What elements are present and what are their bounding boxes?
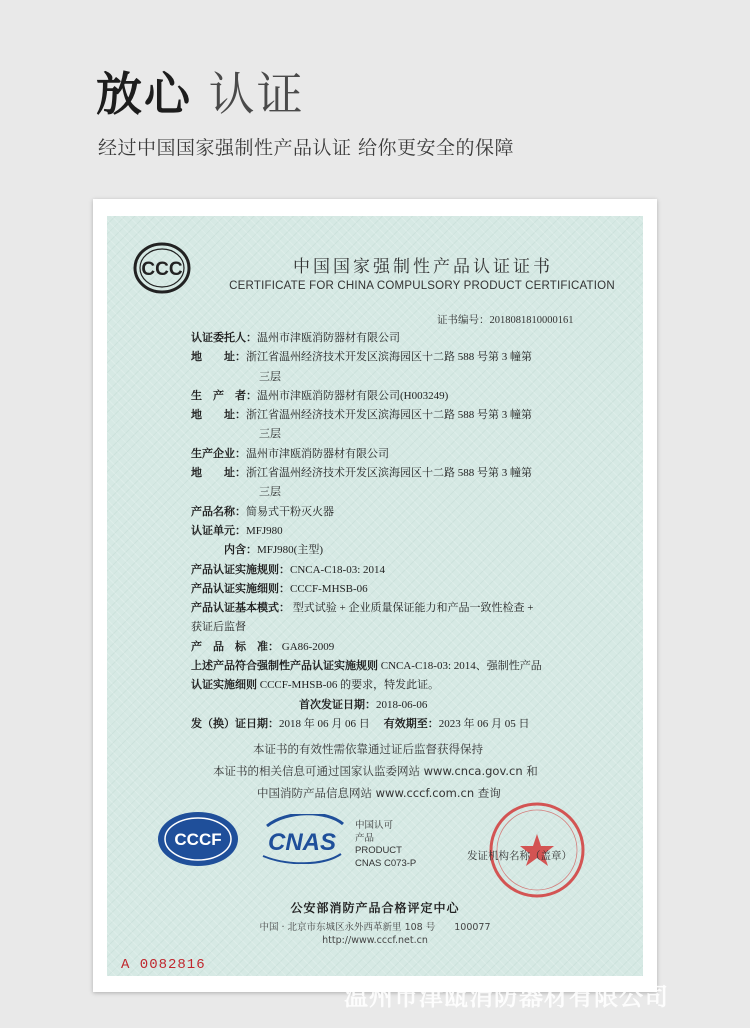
field-label: 发（换）证日期： [191, 717, 279, 730]
cnas-line: 中国认可 [355, 820, 394, 831]
notice-line-1: 本证书的有效性需依靠通过证后监督获得保持 [253, 742, 483, 756]
field-label: 生 产 者： [191, 389, 257, 402]
field-value: CNCA-C18-03: 2014、强制性产品 [378, 660, 542, 673]
certificate-title-en: CERTIFICATE FOR CHINA COMPULSORY PRODUCT CERTIFICATION [229, 280, 615, 292]
serial-number: A 0082816 [121, 957, 206, 973]
field-label: 生产企业： [191, 447, 246, 460]
certificate-field-row [191, 425, 621, 444]
issuer-website: http://www.cccf.net.cn [322, 935, 428, 946]
cnas-logo-icon [257, 814, 347, 864]
field-value: 简易式干粉灭火器 [246, 505, 334, 518]
field-label: 地 址： [191, 467, 246, 480]
field-value: CCCF-MHSB-06 的要求，特发此证。 [257, 679, 440, 692]
certificate-field-row [191, 715, 621, 734]
cnas-accreditation-text [355, 820, 416, 870]
certificate-field-row [191, 387, 621, 406]
certificate-field-row [191, 348, 621, 367]
field-value: 2018 年 06 月 06 日 [279, 717, 370, 730]
issuing-organization: 公安部消防产品合格评定中心 [290, 901, 460, 915]
field-value: 型式试验 + 企业质量保证能力和产品一致性检查 + [290, 602, 534, 615]
certificate [107, 216, 643, 976]
certificate-field-row [191, 368, 621, 387]
cnas-line: CNAS C073-P [355, 857, 417, 869]
field-value: MFJ980(主型) [257, 544, 324, 557]
page-subtitle: 经过中国国家强制性产品认证 给你更安全的保障 [98, 137, 515, 159]
certificate-field-row [191, 561, 621, 580]
certificate-field-row [191, 618, 621, 637]
field-label: 认证委托人： [191, 332, 257, 344]
company-watermark: 温州市津瓯消防器材有限公司 [344, 983, 669, 1011]
field-label: 内含： [191, 544, 257, 557]
field-value: 浙江省温州经济技术开发区滨海园区十二路 588 号第 3 幢第 [246, 351, 532, 364]
field-value: CNCA-C18-03: 2014 [290, 563, 386, 576]
notice-line-2: 本证书的相关信息可通过国家认监委网站 www.cnca.gov.cn 和 [213, 764, 538, 778]
issuer-signature-label: 发证机构名称（盖章） [467, 850, 572, 862]
field-label: 产品认证实施规则： [191, 563, 290, 576]
field-label: 产 品 标 准： [191, 640, 279, 653]
certificate-notice [107, 738, 643, 804]
field-value: 浙江省温州经济技术开发区滨海园区十二路 588 号第 3 幢第 [246, 409, 532, 422]
page-title [96, 64, 305, 124]
certificate-paper [93, 199, 657, 992]
title-light: 认证 [208, 67, 305, 121]
field-value: 浙江省温州经济技术开发区滨海园区十二路 588 号第 3 幢第 [246, 467, 532, 480]
field-value: 三层 [259, 370, 281, 383]
certificate-field-row [191, 483, 621, 502]
notice-line-3: 中国消防产品信息网站 www.cccf.com.cn 查询 [257, 786, 501, 800]
certificate-field-row [191, 676, 621, 695]
field-value: CCCF-MHSB-06 [290, 582, 368, 595]
cnas-logo-text: CNAS [267, 829, 337, 856]
field-label: 产品认证基本模式： [191, 602, 290, 615]
field-label: 地 址： [191, 409, 246, 422]
field-value: 获证后监督 [191, 621, 246, 634]
field-label: 产品认证实施细则： [191, 582, 290, 595]
certificate-field-row [191, 464, 621, 483]
field-label: 产品名称： [191, 505, 246, 518]
ccc-logo-icon [133, 242, 191, 294]
field-value: 三层 [259, 486, 281, 499]
certificate-field-row [191, 696, 621, 715]
certificate-field-row [191, 580, 621, 599]
field-label: 有效期至： [383, 717, 439, 730]
field-label: 认证实施细则 [191, 679, 257, 692]
field-value: 温州市津瓯消防器材有限公司 [257, 332, 400, 344]
field-label: 上述产品符合强制性产品认证实施规则 [191, 660, 378, 673]
field-value: 温州市津瓯消防器材有限公司(H003249) [257, 389, 449, 402]
certificate-field-row [191, 329, 621, 348]
field-value: 温州市津瓯消防器材有限公司 [246, 447, 389, 460]
certificate-field-row [191, 503, 621, 522]
field-value: MFJ980 [246, 524, 283, 537]
field-value: 2023 年 06 月 05 日 [438, 717, 530, 730]
certificate-field-row [191, 406, 621, 425]
issuer-address: 中国 · 北京市东城区永外西革新里 108 号 100077 [259, 922, 491, 933]
certificate-field-row [191, 657, 621, 676]
certificate-field-row [191, 599, 621, 618]
cccf-logo-text: CCCF [174, 830, 222, 849]
cccf-logo-icon [157, 811, 239, 867]
certificate-field-row [191, 445, 621, 464]
certificate-field-row [191, 522, 621, 541]
cnas-line: 产品 [355, 832, 375, 844]
field-value: 三层 [259, 428, 281, 441]
field-value: 2018-06-06 [376, 698, 428, 711]
certificate-field-row [191, 638, 621, 657]
certificate-field-row [191, 541, 621, 560]
cnas-line: PRODUCT [355, 845, 402, 856]
field-label: 认证单元： [191, 524, 246, 537]
field-label: 首次发证日期： [299, 698, 376, 711]
certificate-title-cn: 中国国家强制性产品认证证书 [293, 257, 553, 277]
certificate-number: 证书编号：2018081810000161 [437, 315, 574, 326]
field-label: 地 址： [191, 351, 246, 364]
ccc-logo-text: CCC [141, 259, 183, 280]
title-strong: 放心 [96, 67, 192, 121]
field-value: GA86-2009 [279, 640, 335, 653]
certificate-fields [191, 329, 621, 734]
